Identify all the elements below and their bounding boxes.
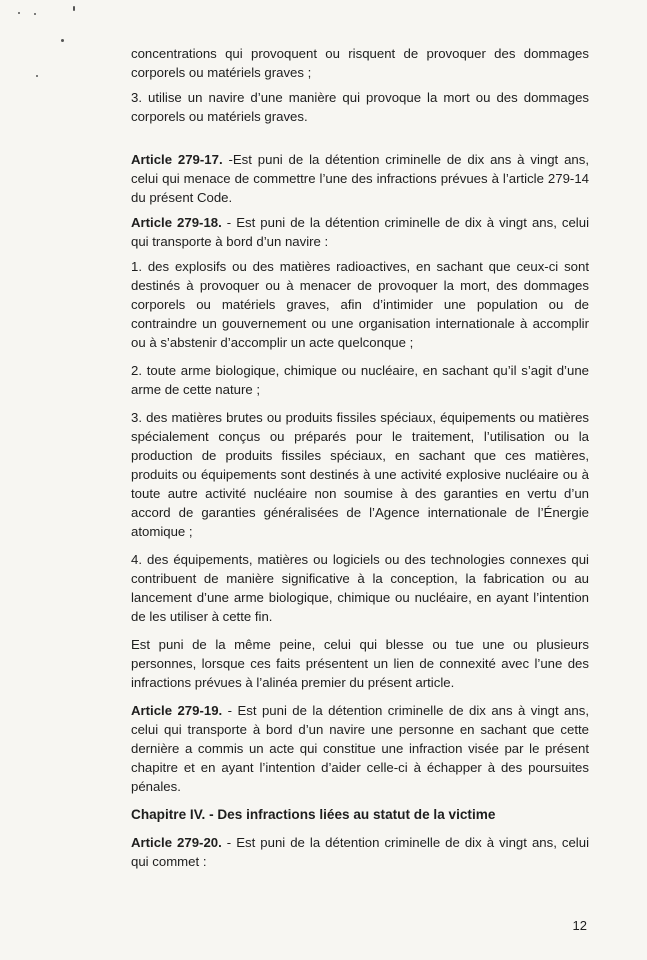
paragraph-text: 2. toute arme biologique, chimique ou nucléaire, en sachant qu’il s’agit d’une arme de cette nature ;	[131, 363, 589, 397]
list-item-4	[131, 550, 589, 626]
article-text: -Est puni de la détention criminelle de dix ans à vingt ans, celui qui menace de commettre l’une des infractions prévues à l’article 279-14 du présent Code.	[131, 152, 589, 205]
paragraph-text: concentrations qui provoquent ou risquent de provoquer des dommages corporels ou matériels graves ;	[131, 46, 589, 80]
scan-speck	[34, 13, 36, 15]
scan-speck	[36, 75, 38, 77]
scan-speck	[18, 12, 20, 14]
chapter-heading: Chapitre IV. - Des infractions liées au statut de la victime	[131, 807, 496, 822]
article-279-17	[131, 150, 589, 207]
article-number: Article 279-18.	[131, 215, 222, 230]
article-number: Article 279-20.	[131, 835, 222, 850]
article-number: Article 279-19.	[131, 703, 223, 718]
article-279-19	[131, 701, 589, 796]
document-page	[131, 44, 589, 880]
scan-speck	[73, 6, 75, 11]
paragraph-text: 3. utilise un navire d’une manière qui provoque la mort ou des dommages corporels ou matériels graves.	[131, 90, 589, 124]
page-number: 12	[572, 918, 587, 933]
article-number: Article 279-17.	[131, 152, 223, 167]
paragraph-same-penalty	[131, 635, 589, 692]
article-text: - Est puni de la détention criminelle de dix ans à vingt ans, celui qui transporte à bord d’un navire une personne en sachant que cette dernière a commis un acte qui constitue une infraction visée par le présent chapitre et en ayant l’intention d’aider celle-ci à échapper à des poursuites pénales.	[131, 703, 589, 794]
list-item-2	[131, 361, 589, 399]
scan-speck	[61, 39, 64, 42]
article-text: - Est puni de la détention criminelle de dix à vingt ans, celui qui commet :	[131, 835, 590, 869]
article-279-18	[131, 213, 589, 251]
paragraph-text: 1. des explosifs ou des matières radioactives, en sachant que ceux-ci sont destinés à provoquer ou à menacer de provoquer la mort, des dommages corporels ou matériels graves, afin d’intimider une population ou de contraindre un gouvernement ou une organisation internationale à accomplir ou à s’abstenir d’accomplir un acte quelconque ;	[131, 259, 589, 350]
list-item-3	[131, 408, 589, 541]
article-279-20	[131, 833, 589, 871]
article-text: - Est puni de la détention criminelle de dix à vingt ans, celui qui transporte à bord d’un navire :	[131, 215, 590, 249]
paragraph-text: 3. des matières brutes ou produits fissiles spéciaux, équipements ou matières spécialement conçus ou préparés pour le traitement, l’utilisation ou la production de produits fissiles spéciaux, en sachant que ces matières, produits ou équipements sont destinés à une activité explosive nucléaire ou à toute autre activité nucléaire non soumise à des garanties en vertu d’un accord de garanties généralisées de l’Agence internationale de l’Énergie atomique ;	[131, 410, 589, 539]
list-item-1	[131, 257, 589, 352]
paragraph-item-3	[131, 88, 589, 126]
paragraph-continuation	[131, 44, 589, 82]
paragraph-text: Est puni de la même peine, celui qui blesse ou tue une ou plusieurs personnes, lorsque ces faits présentent un lien de connexité avec l’une des infractions prévues à l’alinéa premier du présent article.	[131, 637, 589, 690]
paragraph-text: 4. des équipements, matières ou logiciels ou des technologies connexes qui contribuent de manière significative à la conception, la fabrication ou au lancement d’une arme biologique, chimique ou nucléaire, en ayant l’intention de les utiliser à cette fin.	[131, 552, 589, 624]
